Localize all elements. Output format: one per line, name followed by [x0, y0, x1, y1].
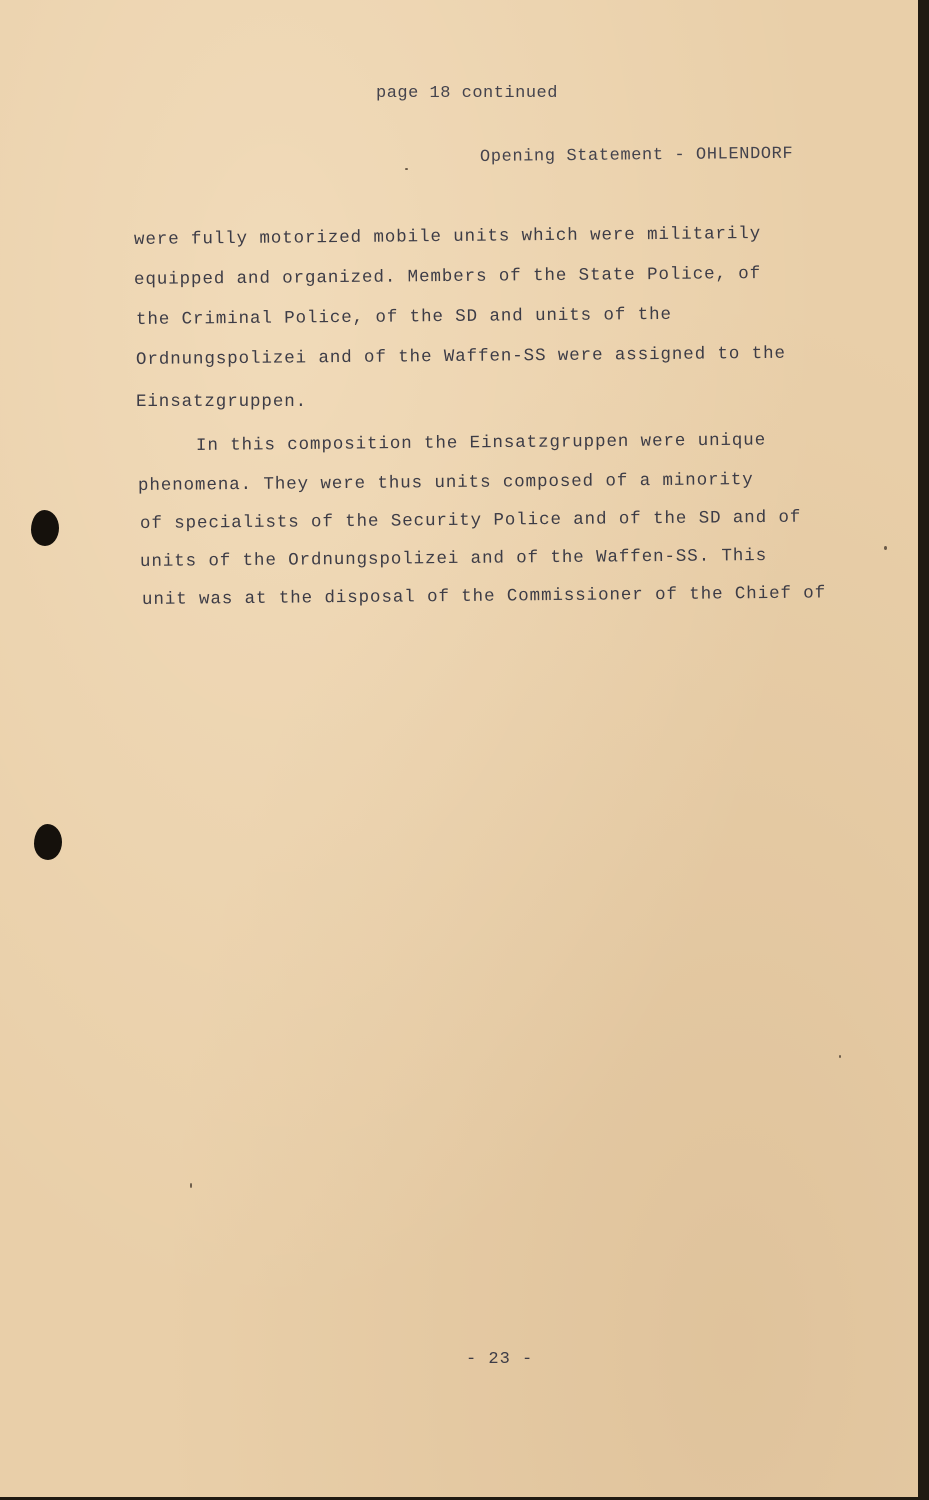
page-number: - 23 -: [466, 1350, 534, 1369]
punch-hole-upper: [31, 510, 59, 546]
paper-speck: [190, 1183, 192, 1188]
text-line: were fully motorized mobile units which were militarily: [133, 223, 762, 250]
document-title: Opening Statement - OHLENDORF: [479, 144, 794, 167]
text-line: unit was at the disposal of the Commissioner of the Chief of: [141, 583, 827, 610]
text-line: units of the Ordnungspolizei and of the Waffen-SS. This: [139, 545, 768, 572]
paper-speck: [839, 1055, 841, 1058]
text-line: the Criminal Police, of the SD and units of the: [135, 304, 672, 330]
text-line: equipped and organized. Members of the State Police, of: [133, 263, 762, 290]
text-line: In this composition the Einsatzgruppen were unique: [195, 430, 767, 456]
text-line: of specialists of the Security Police and of the SD and of: [139, 507, 802, 534]
paper-speck: [884, 546, 887, 550]
text-line: phenomena. They were thus units composed of a minority: [137, 470, 754, 496]
scan-border-right: [918, 0, 929, 1500]
text-line: Ordnungspolizei and of the Waffen-SS were assigned to the: [135, 343, 786, 370]
punch-hole-lower: [34, 824, 62, 860]
paper-speck: [405, 168, 408, 170]
text-line: Einsatzgruppen.: [136, 392, 308, 412]
page-continuation-label: page 18 continued: [376, 84, 558, 103]
